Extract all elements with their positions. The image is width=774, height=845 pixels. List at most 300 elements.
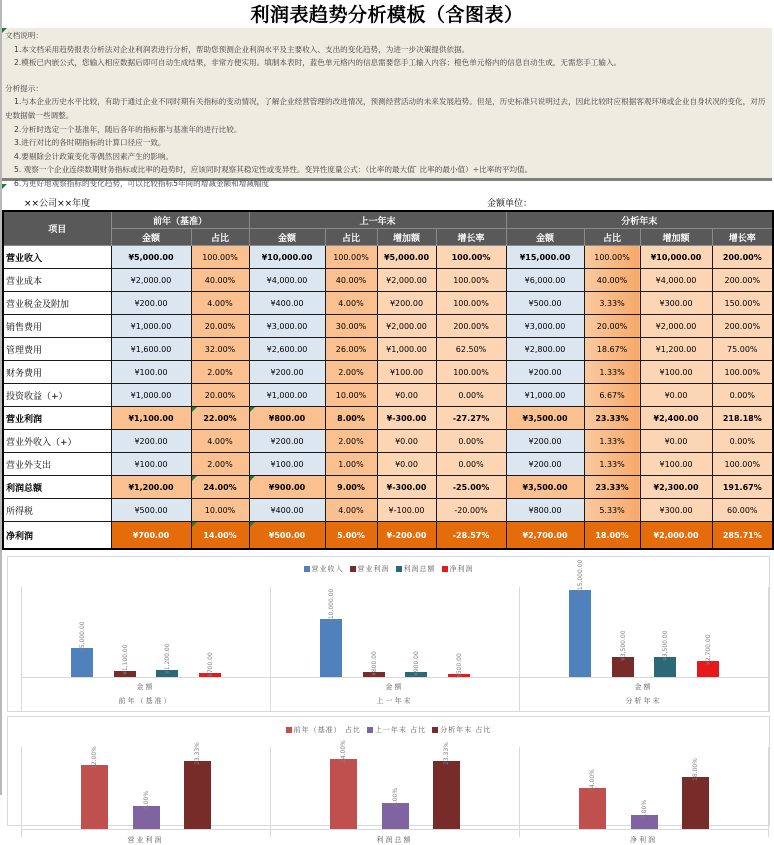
cell-base-amount[interactable] xyxy=(111,246,191,269)
cell-cur-ratio[interactable] xyxy=(584,361,640,384)
page-title: 利润表趋势分析模板（含图表） xyxy=(250,4,524,26)
cell-value: 4.00% xyxy=(338,298,364,308)
row-label[interactable]: 所得税 xyxy=(3,499,111,522)
cell-cur-increase[interactable] xyxy=(640,338,712,361)
amount-bar-chart[interactable] xyxy=(7,556,770,712)
header-ratio[interactable]: 占比 xyxy=(191,229,249,246)
cell-base-amount[interactable] xyxy=(111,338,191,361)
bar[interactable] xyxy=(184,761,211,829)
cell-value: ¥700.00 xyxy=(132,530,170,540)
cell-prev-increase[interactable] xyxy=(377,407,436,430)
cell-prev-growth[interactable] xyxy=(436,499,506,522)
cell-cur-increase[interactable] xyxy=(640,384,712,407)
cell-value: ¥15,000.00 xyxy=(519,252,571,262)
cell-cur-ratio[interactable] xyxy=(584,384,640,407)
cell-prev-increase[interactable] xyxy=(377,476,436,499)
row-label[interactable]: 营业成本 xyxy=(3,269,111,292)
cell-cur-amount[interactable] xyxy=(506,315,584,338)
cell-value: 32.00% xyxy=(204,344,236,354)
cell-base-amount[interactable] xyxy=(111,430,191,453)
cell-base-ratio[interactable] xyxy=(191,269,249,292)
legend-swatch-icon xyxy=(350,566,356,572)
company-year-label: ××公司××年度 xyxy=(24,199,91,209)
cell-cur-ratio[interactable] xyxy=(584,522,640,550)
cell-value: 10.00% xyxy=(204,505,236,515)
cell-cur-increase[interactable] xyxy=(640,430,712,453)
cell-value: ¥2,000.00 xyxy=(386,275,427,285)
bar[interactable] xyxy=(81,765,108,829)
cell-prev-amount[interactable] xyxy=(249,338,325,361)
cell-prev-amount[interactable] xyxy=(249,407,325,430)
bar[interactable] xyxy=(71,648,93,677)
cell-prev-growth[interactable] xyxy=(436,269,506,292)
cell-value: 20.00% xyxy=(596,321,628,331)
legend-label: 前年（基准） 占比 xyxy=(293,726,361,734)
row-label[interactable]: 营业收入 xyxy=(3,246,111,269)
spacer xyxy=(5,70,770,82)
legend-item[interactable] xyxy=(442,564,474,574)
cell-cur-growth[interactable] xyxy=(712,269,773,292)
cell-prev-growth[interactable] xyxy=(436,453,506,476)
cell-value: 30.00% xyxy=(335,321,367,331)
cell-base-ratio[interactable] xyxy=(191,384,249,407)
cell-base-amount[interactable] xyxy=(111,453,191,476)
cell-base-amount[interactable] xyxy=(111,476,191,499)
header-ratio[interactable]: 占比 xyxy=(325,229,377,246)
cell-value: ¥800.00 xyxy=(528,505,562,515)
cell-value: ¥800.00 xyxy=(268,413,306,423)
cell-value: ¥1,000.00 xyxy=(130,321,172,331)
category-divider xyxy=(519,587,520,711)
header-item[interactable]: 项目 xyxy=(3,211,111,246)
cell-base-ratio[interactable] xyxy=(191,499,249,522)
cell-base-ratio[interactable] xyxy=(191,407,249,430)
table-row xyxy=(3,407,773,430)
cell-cur-increase[interactable] xyxy=(640,315,712,338)
cell-cur-growth[interactable] xyxy=(712,522,773,550)
cell-value: ¥100.00 xyxy=(134,367,168,377)
cell-cur-amount[interactable] xyxy=(506,269,584,292)
data-label: ¥900.00 xyxy=(412,650,420,676)
tip-line: 2.分析时选定一个基准年，随后各年的指标都与基准年的进行比较。 xyxy=(14,124,242,134)
cell-value: ¥100.00 xyxy=(389,367,424,377)
cell-prev-increase[interactable] xyxy=(377,338,436,361)
cell-value: ¥900.00 xyxy=(268,482,306,492)
cell-prev-growth[interactable] xyxy=(436,246,506,269)
cell-value: -20.00% xyxy=(454,505,488,515)
cell-value: 5.00% xyxy=(337,530,365,540)
bar[interactable] xyxy=(682,777,709,829)
cell-cur-ratio[interactable] xyxy=(584,407,640,430)
cell-prev-amount[interactable] xyxy=(249,246,325,269)
cell-cur-ratio[interactable] xyxy=(584,499,640,522)
cell-value: -27.27% xyxy=(452,413,490,423)
cell-value: ¥0.00 xyxy=(664,390,688,400)
cell-prev-increase[interactable] xyxy=(377,315,436,338)
header-increase[interactable]: 增加额 xyxy=(640,229,712,246)
cell-value: ¥3,500.00 xyxy=(522,413,568,423)
legend-item[interactable] xyxy=(286,725,361,735)
cell-cur-ratio[interactable] xyxy=(584,269,640,292)
cell-value: ¥5,000.00 xyxy=(128,252,174,262)
cell-value: 10.00% xyxy=(335,390,367,400)
cell-prev-ratio[interactable] xyxy=(325,269,377,292)
cell-value: ¥2,800.00 xyxy=(524,344,566,354)
cell-cur-growth[interactable] xyxy=(712,361,773,384)
row-label[interactable]: 营业利润 xyxy=(3,407,111,430)
cell-value: 40.00% xyxy=(335,275,367,285)
cell-value: 18.67% xyxy=(596,344,628,354)
cell-base-ratio[interactable] xyxy=(191,430,249,453)
cell-prev-ratio[interactable] xyxy=(325,246,377,269)
data-label: 14.00% xyxy=(589,769,596,793)
cell-value: ¥6,000.00 xyxy=(524,275,566,285)
header-group-analysis-year-end[interactable]: 分析年末 xyxy=(506,211,773,229)
cell-prev-increase[interactable] xyxy=(377,453,436,476)
cell-cur-amount[interactable] xyxy=(506,522,584,550)
data-label: ¥1,100.00 xyxy=(121,644,129,675)
cell-cur-ratio[interactable] xyxy=(584,338,640,361)
header-group-base-year[interactable]: 前年（基准） xyxy=(111,211,249,229)
cell-cur-increase[interactable] xyxy=(640,361,712,384)
cell-value: 1.33% xyxy=(599,367,625,377)
cell-prev-growth[interactable] xyxy=(436,430,506,453)
cell-cur-increase[interactable] xyxy=(640,522,712,550)
row-label[interactable]: 投资收益（+） xyxy=(3,384,111,407)
cell-base-amount[interactable] xyxy=(111,384,191,407)
cell-prev-ratio[interactable] xyxy=(325,430,377,453)
cell-cur-growth[interactable] xyxy=(712,338,773,361)
cell-cur-increase[interactable] xyxy=(640,453,712,476)
row-label[interactable]: 营业税金及附加 xyxy=(3,292,111,315)
bar[interactable] xyxy=(569,590,591,677)
cell-cur-growth[interactable] xyxy=(712,453,773,476)
cell-prev-amount[interactable] xyxy=(249,269,325,292)
data-label: 5.00% xyxy=(641,799,648,819)
cell-value: 200.00% xyxy=(724,275,761,285)
cell-base-amount[interactable] xyxy=(111,361,191,384)
header-amount[interactable]: 金额 xyxy=(249,229,325,246)
table-body xyxy=(3,246,773,550)
category-divider xyxy=(768,587,769,711)
data-label: 23.33% xyxy=(194,742,201,766)
cell-value: ¥2,000.00 xyxy=(653,530,699,540)
cell-value: ¥500.00 xyxy=(134,505,168,515)
cell-prev-growth[interactable] xyxy=(436,315,506,338)
row-label[interactable]: 管理费用 xyxy=(3,338,111,361)
cell-base-ratio[interactable] xyxy=(191,338,249,361)
cell-prev-ratio[interactable] xyxy=(325,453,377,476)
cell-value: 75.00% xyxy=(727,344,758,354)
cell-value: 40.00% xyxy=(204,275,236,285)
cell-value: 4.00% xyxy=(338,505,364,515)
cell-cur-increase[interactable] xyxy=(640,292,712,315)
cell-cur-growth[interactable] xyxy=(712,246,773,269)
header-growth-rate[interactable]: 增长率 xyxy=(436,229,506,246)
category-divider xyxy=(270,587,271,711)
cell-value: 200.00% xyxy=(724,321,761,331)
cell-value: ¥200.00 xyxy=(389,298,424,308)
cell-base-amount[interactable] xyxy=(111,292,191,315)
cell-value: 3.33% xyxy=(599,298,625,308)
cell-cur-amount[interactable] xyxy=(506,476,584,499)
cell-prev-ratio[interactable] xyxy=(325,499,377,522)
axis-category-label: 营业利润 xyxy=(127,836,164,844)
cell-value: ¥0.00 xyxy=(395,436,418,446)
cell-prev-increase[interactable] xyxy=(377,522,436,550)
cell-value: ¥10,000.00 xyxy=(261,252,313,262)
cell-value: 60.00% xyxy=(727,505,758,515)
cell-value: 100.00% xyxy=(333,252,369,262)
table-row xyxy=(3,453,773,476)
cell-prev-ratio[interactable] xyxy=(325,384,377,407)
cell-cur-amount[interactable] xyxy=(506,292,584,315)
cell-prev-amount[interactable] xyxy=(249,384,325,407)
cell-cur-growth[interactable] xyxy=(712,292,773,315)
cell-prev-increase[interactable] xyxy=(377,430,436,453)
cell-cur-ratio[interactable] xyxy=(584,246,640,269)
cell-prev-growth[interactable] xyxy=(436,522,506,550)
cell-value: 100.00% xyxy=(453,275,489,285)
cell-value: 200.00% xyxy=(722,252,762,262)
legend-swatch-icon xyxy=(396,566,402,572)
cell-prev-ratio[interactable] xyxy=(325,338,377,361)
cell-prev-increase[interactable] xyxy=(377,499,436,522)
cell-value: 2.00% xyxy=(338,436,364,446)
header-row-groups xyxy=(3,211,773,229)
cell-value: ¥1,200.00 xyxy=(655,344,697,354)
legend-label: 分析年末 占比 xyxy=(440,726,492,734)
cell-prev-ratio[interactable] xyxy=(325,407,377,430)
cell-prev-amount[interactable] xyxy=(249,476,325,499)
cell-cur-ratio[interactable] xyxy=(584,292,640,315)
cell-value: 0.00% xyxy=(729,390,755,400)
legend-label: 利润总额 xyxy=(403,565,436,573)
legend-item[interactable] xyxy=(432,725,491,735)
legend-item[interactable] xyxy=(367,725,426,735)
cell-prev-growth[interactable] xyxy=(436,476,506,499)
cell-cur-increase[interactable] xyxy=(640,499,712,522)
cell-prev-growth[interactable] xyxy=(436,338,506,361)
header-group-last-year-end[interactable]: 上一年末 xyxy=(249,211,506,229)
legend-swatch-icon xyxy=(286,727,292,733)
cell-value: 0.00% xyxy=(458,459,484,469)
cell-prev-amount[interactable] xyxy=(249,453,325,476)
cell-prev-ratio[interactable] xyxy=(325,361,377,384)
cell-prev-increase[interactable] xyxy=(377,269,436,292)
cell-cur-ratio[interactable] xyxy=(584,315,640,338)
cell-cur-increase[interactable] xyxy=(640,407,712,430)
cell-value: ¥1,000.00 xyxy=(524,390,566,400)
cell-cur-increase[interactable] xyxy=(640,269,712,292)
cell-prev-amount[interactable] xyxy=(249,315,325,338)
cell-prev-ratio[interactable] xyxy=(325,476,377,499)
legend-item[interactable] xyxy=(304,564,344,574)
cell-base-amount[interactable] xyxy=(111,522,191,550)
row-label[interactable]: 净利润 xyxy=(3,522,111,550)
cell-value: 24.00% xyxy=(203,482,237,492)
cell-value: ¥4,000.00 xyxy=(655,275,697,285)
header-amount[interactable]: 金额 xyxy=(506,229,584,246)
tips-heading: 分析提示： xyxy=(5,83,43,93)
cell-value: ¥200.00 xyxy=(134,298,168,308)
cell-prev-amount[interactable] xyxy=(249,430,325,453)
category-divider xyxy=(768,747,769,837)
bar[interactable] xyxy=(433,761,460,829)
cell-value: 22.00% xyxy=(203,413,237,423)
data-label: ¥1,200.00 xyxy=(163,643,171,675)
cell-value: ¥0.00 xyxy=(395,459,418,469)
cell-cur-growth[interactable] xyxy=(712,384,773,407)
cell-cur-growth[interactable] xyxy=(712,476,773,499)
cell-base-ratio[interactable] xyxy=(191,315,249,338)
cell-value: 218.18% xyxy=(722,413,762,423)
legend-item[interactable] xyxy=(396,564,436,574)
cell-value: ¥0.00 xyxy=(395,390,418,400)
cell-base-ratio[interactable] xyxy=(191,246,249,269)
axis-category-label: 利润总额 xyxy=(376,836,413,844)
cell-value: -25.00% xyxy=(452,482,490,492)
cell-value: 8.00% xyxy=(337,413,365,423)
cell-prev-increase[interactable] xyxy=(377,246,436,269)
cell-value: 23.33% xyxy=(595,413,629,423)
cell-value: ¥2,300.00 xyxy=(653,482,699,492)
cell-cur-ratio[interactable] xyxy=(584,476,640,499)
cell-cur-amount[interactable] xyxy=(506,384,584,407)
cell-cur-ratio[interactable] xyxy=(584,430,640,453)
cell-prev-amount[interactable] xyxy=(249,499,325,522)
cell-base-amount[interactable] xyxy=(111,315,191,338)
cell-cur-amount[interactable] xyxy=(506,338,584,361)
row-label[interactable]: 销售费用 xyxy=(3,315,111,338)
cell-cur-amount[interactable] xyxy=(506,430,584,453)
cell-prev-ratio[interactable] xyxy=(325,315,377,338)
bar[interactable] xyxy=(579,788,606,829)
cell-base-ratio[interactable] xyxy=(191,453,249,476)
category-divider xyxy=(21,747,22,837)
cell-cur-amount[interactable] xyxy=(506,453,584,476)
cell-value: ¥100.00 xyxy=(270,459,304,469)
legend-item[interactable] xyxy=(350,564,390,574)
cell-prev-amount[interactable] xyxy=(249,522,325,550)
cell-base-amount[interactable] xyxy=(111,407,191,430)
ratio-bar-chart[interactable] xyxy=(7,716,770,844)
cell-base-ratio[interactable] xyxy=(191,522,249,550)
cell-cur-amount[interactable] xyxy=(506,499,584,522)
cell-prev-growth[interactable] xyxy=(436,384,506,407)
legend-label: 上一年末 占比 xyxy=(374,726,427,734)
header-increase[interactable]: 增加额 xyxy=(377,229,436,246)
cell-value: ¥5,000.00 xyxy=(383,252,430,262)
row-label[interactable]: 营业外支出 xyxy=(3,453,111,476)
legend-label: 营业收入 xyxy=(311,565,344,573)
cell-value: ¥300.00 xyxy=(659,298,693,308)
cell-value: 0.00% xyxy=(458,436,484,446)
cell-value: 40.00% xyxy=(596,275,628,285)
cell-prev-increase[interactable] xyxy=(377,384,436,407)
data-label: 18.00% xyxy=(692,757,699,781)
cell-cur-ratio[interactable] xyxy=(584,453,640,476)
header-amount[interactable]: 金额 xyxy=(111,229,191,246)
x-axis-line xyxy=(21,829,768,830)
cell-base-ratio[interactable] xyxy=(191,476,249,499)
cell-value: 20.00% xyxy=(204,321,236,331)
cell-value: ¥500.00 xyxy=(528,298,562,308)
cell-prev-growth[interactable] xyxy=(436,292,506,315)
table-row xyxy=(3,499,773,522)
table-row xyxy=(3,361,773,384)
cell-prev-growth[interactable] xyxy=(436,361,506,384)
cell-prev-ratio[interactable] xyxy=(325,522,377,550)
table-row xyxy=(3,384,773,407)
error-indicator-icon xyxy=(250,407,255,412)
cell-value: ¥1,100.00 xyxy=(128,413,174,423)
cell-cur-increase[interactable] xyxy=(640,476,712,499)
cell-value: ¥-200.00 xyxy=(386,530,427,540)
cell-cur-growth[interactable] xyxy=(712,499,773,522)
header-growth-rate[interactable]: 增长率 xyxy=(712,229,773,246)
cell-value: ¥0.00 xyxy=(664,436,688,446)
cell-value: ¥4,000.00 xyxy=(266,275,308,285)
cell-cur-amount[interactable] xyxy=(506,246,584,269)
cell-cur-growth[interactable] xyxy=(712,315,773,338)
cell-value: 285.71% xyxy=(722,530,762,540)
cell-cur-increase[interactable] xyxy=(640,246,712,269)
legend-swatch-icon xyxy=(304,566,310,572)
cell-value: ¥400.00 xyxy=(270,298,304,308)
table-row xyxy=(3,246,773,269)
cell-value: 150.00% xyxy=(724,298,761,308)
cell-prev-amount[interactable] xyxy=(249,292,325,315)
cell-value: ¥2,400.00 xyxy=(653,413,699,423)
cell-cur-amount[interactable] xyxy=(506,361,584,384)
cell-prev-amount[interactable] xyxy=(249,361,325,384)
cell-prev-growth[interactable] xyxy=(436,407,506,430)
bar[interactable] xyxy=(330,759,357,829)
cell-prev-increase[interactable] xyxy=(377,292,436,315)
axis-sublabel: 金额 xyxy=(634,683,653,691)
header-ratio[interactable]: 占比 xyxy=(584,229,640,246)
cell-prev-ratio[interactable] xyxy=(325,292,377,315)
cell-value: ¥100.00 xyxy=(659,367,693,377)
cell-cur-growth[interactable] xyxy=(712,407,773,430)
doc-line: 1.本文档采用趋势报表分析法对企业利润表进行分析，帮助您预测企业利润水平及主要收入、支出的变化趋势，为进一步决策提供依据。 xyxy=(14,44,470,54)
data-label: 8.00% xyxy=(143,790,150,810)
cell-prev-increase[interactable] xyxy=(377,361,436,384)
row-label[interactable]: 财务费用 xyxy=(3,361,111,384)
cell-base-amount[interactable] xyxy=(111,269,191,292)
instructions-textbox[interactable] xyxy=(2,28,772,188)
cell-base-ratio[interactable] xyxy=(191,361,249,384)
cell-base-ratio[interactable] xyxy=(191,292,249,315)
table-row xyxy=(3,338,773,361)
cell-value: 1.33% xyxy=(599,436,625,446)
table-row xyxy=(3,269,773,292)
error-indicator-icon xyxy=(2,28,7,33)
cell-cur-amount[interactable] xyxy=(506,407,584,430)
data-label: ¥5,000.00 xyxy=(78,621,86,652)
cell-cur-growth[interactable] xyxy=(712,430,773,453)
row-label[interactable]: 利润总额 xyxy=(3,476,111,499)
cell-value: 4.00% xyxy=(207,436,233,446)
cell-base-amount[interactable] xyxy=(111,499,191,522)
cell-value: 100.00% xyxy=(594,252,630,262)
cell-value: ¥1,600.00 xyxy=(130,344,172,354)
error-indicator-icon xyxy=(250,522,255,527)
bar[interactable] xyxy=(320,619,342,677)
legend-swatch-icon xyxy=(432,727,438,733)
row-label[interactable]: 营业外收入（+） xyxy=(3,430,111,453)
